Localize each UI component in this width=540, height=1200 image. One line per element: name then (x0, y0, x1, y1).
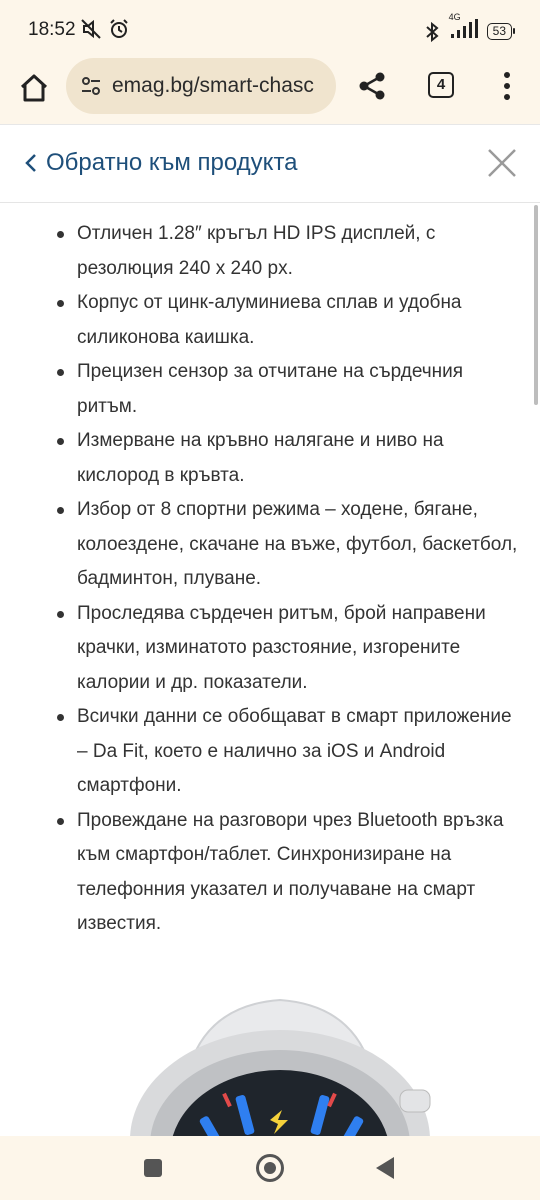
list-item: Корпус от цинк-алуминиева сплав и удобна силиконова каишка. (55, 286, 525, 355)
status-left-icons (80, 18, 130, 40)
status-bar (0, 0, 540, 58)
back-link-label: Обратно към продукта (46, 149, 298, 176)
list-item: Прецизен сензор за отчитане на сърдечния ритъм. (55, 355, 525, 424)
recent-apps-icon[interactable] (144, 1159, 162, 1177)
back-to-product-link[interactable] (24, 149, 298, 177)
smartwatch-product-image (100, 995, 460, 1136)
chevron-left-icon (24, 152, 38, 174)
scrollbar-thumb[interactable] (534, 205, 538, 405)
share-icon[interactable] (356, 70, 388, 102)
alarm-icon (108, 18, 130, 40)
bluetooth-icon (423, 21, 441, 43)
system-nav-bar (0, 1136, 540, 1200)
list-item: Провеждане на разговори чрез Bluetooth връзка към смартфон/таблет. Синхронизиране на телефонния указател и получаване на смарт известия. (55, 804, 525, 942)
status-time: 18:52 (28, 19, 76, 40)
list-item: Избор от 8 спортни режима – ходене, бягане, колоездене, скачане на въже, футбол, баскетбол, бадминтон, плуване. (55, 493, 525, 597)
modal-header (0, 125, 540, 203)
url-text[interactable]: emag.bg/smart-chasc (112, 74, 314, 97)
close-icon[interactable] (486, 147, 518, 179)
nav-back-icon[interactable] (376, 1157, 394, 1179)
tabs-icon[interactable]: 4 (428, 72, 454, 98)
site-settings-icon[interactable] (80, 75, 102, 97)
address-bar[interactable] (66, 58, 336, 114)
more-menu-icon[interactable] (500, 70, 514, 102)
browser-toolbar (0, 58, 540, 124)
mute-icon (80, 18, 102, 40)
list-item: Отличен 1.28″ кръгъл HD IPS дисплей, с резолюция 240 х 240 px. (55, 217, 525, 286)
status-right (423, 12, 512, 45)
home-icon[interactable] (16, 70, 52, 106)
list-item: Измерване на кръвно налягане и ниво на кислород в кръвта. (55, 424, 525, 493)
list-item: Всички данни се обобщават в смарт приложение – Da Fit, което е налично за iOS и Android смартфони. (55, 700, 525, 804)
network-label: 4G (448, 12, 461, 22)
web-page (0, 124, 540, 1136)
list-item: Проследява сърдечен ритъм, брой направени крачки, изминатото разстояние, изгорените калории и др. показатели. (55, 597, 525, 701)
signal-group (447, 12, 481, 45)
battery-indicator: 53 (487, 23, 512, 40)
nav-home-icon[interactable] (256, 1154, 284, 1182)
feature-list (55, 217, 525, 942)
